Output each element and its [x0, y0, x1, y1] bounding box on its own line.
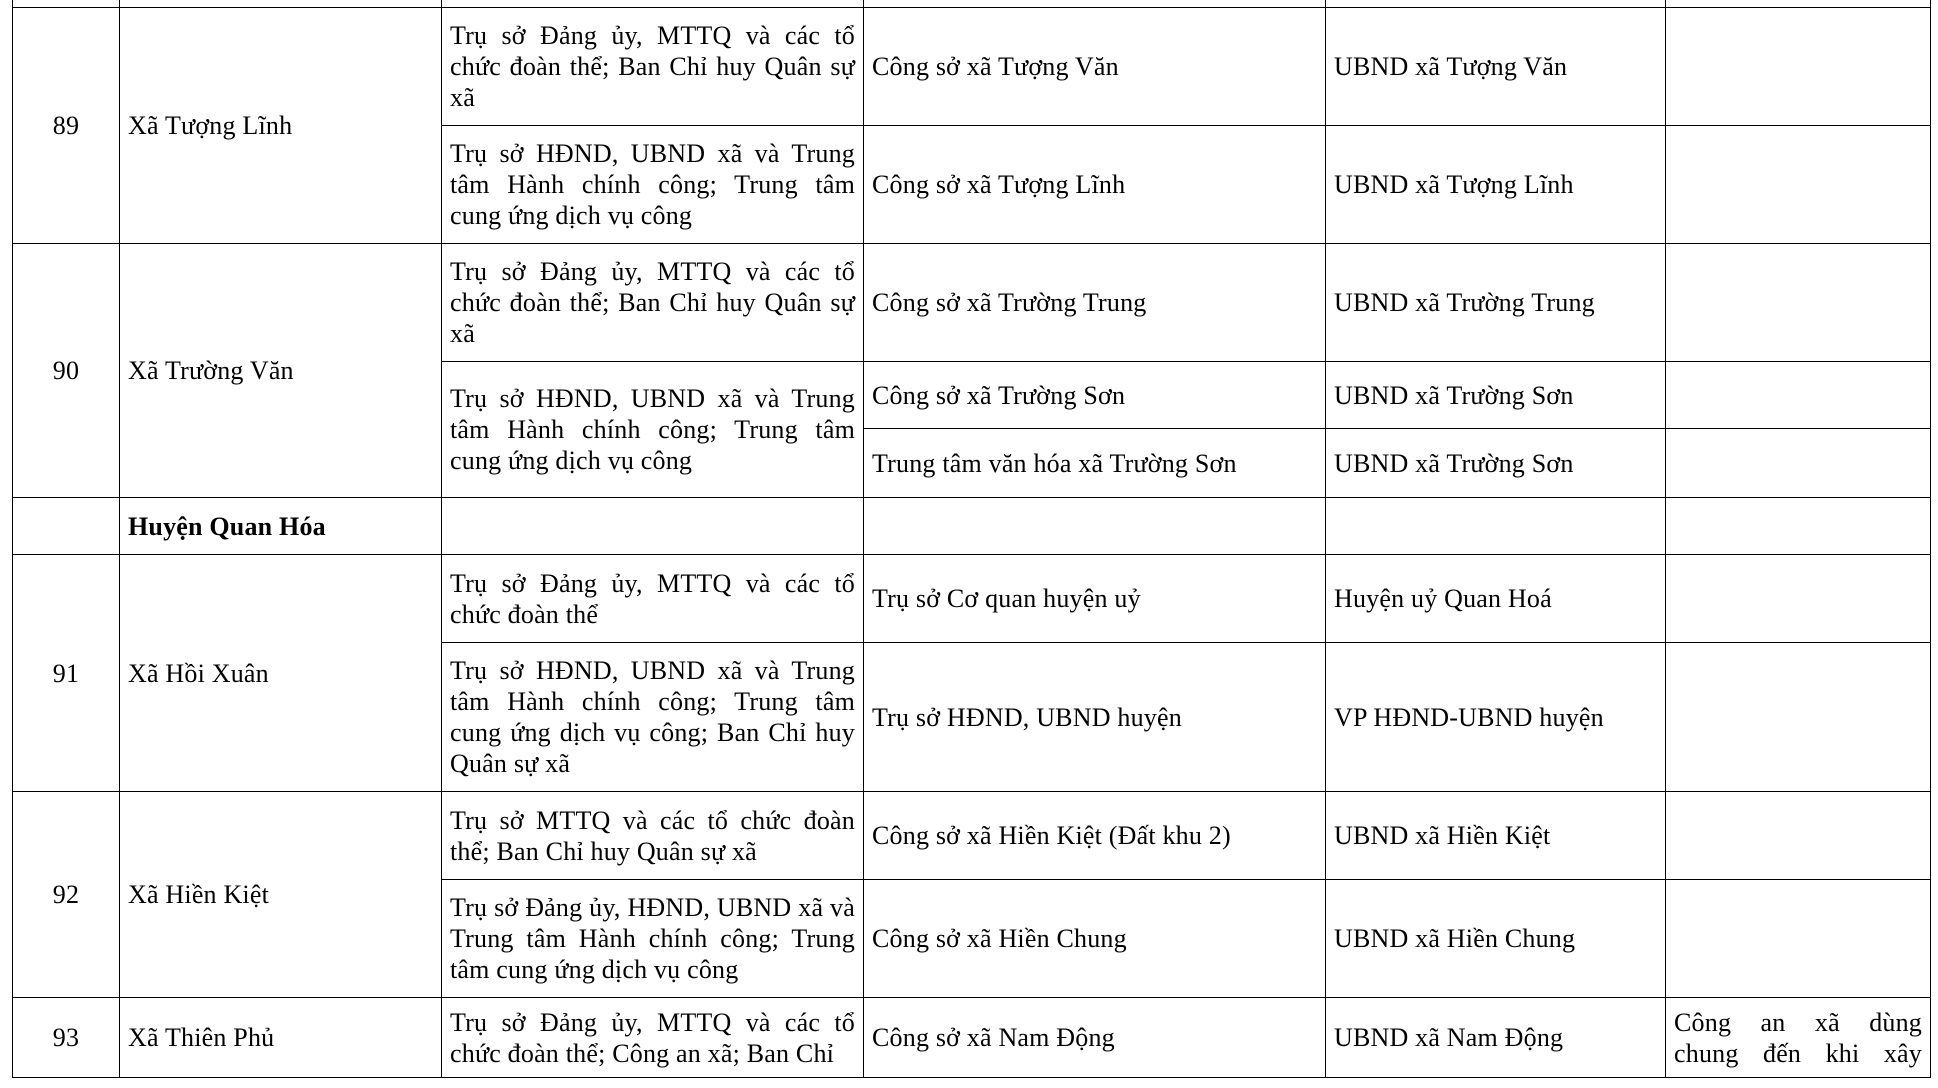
facility-table: [12, 0, 1931, 1078]
purpose-cell: Trụ sở Đảng ủy, MTTQ và các tổ chức đoàn thể; Ban Chỉ huy Quân sự xã: [442, 8, 864, 126]
table-cell: [1326, 0, 1666, 8]
row-number: 93: [13, 998, 120, 1078]
unit-cell: UBND xã Hiền Chung: [1326, 880, 1666, 998]
unit-cell: UBND xã Trường Sơn: [1326, 429, 1666, 498]
note-cell: [1666, 429, 1931, 498]
ward-name: Xã Hiền Kiệt: [120, 792, 442, 998]
unit-cell: UBND xã Tượng Lĩnh: [1326, 126, 1666, 244]
unit-cell: UBND xã Nam Động: [1326, 998, 1666, 1078]
ward-name: Xã Hồi Xuân: [120, 555, 442, 792]
unit-cell: UBND xã Hiền Kiệt: [1326, 792, 1666, 880]
ward-name: Xã Trường Văn: [120, 244, 442, 498]
table-cell: [1666, 0, 1931, 8]
table-row: [13, 244, 1931, 362]
facility-cell: Công sở xã Trường Sơn: [864, 362, 1326, 429]
table-row: [13, 998, 1931, 1078]
table-row: [13, 792, 1931, 880]
purpose-cell: Trụ sở HĐND, UBND xã và Trung tâm Hành chính công; Trung tâm cung ứng dịch vụ công: [442, 362, 864, 498]
table-row: [13, 0, 1931, 8]
row-number: 90: [13, 244, 120, 498]
purpose-cell: Trụ sở Đảng ủy, MTTQ và các tổ chức đoàn thể; Công an xã; Ban Chỉ: [442, 998, 864, 1078]
purpose-cell: Trụ sở Đảng ủy, MTTQ và các tổ chức đoàn thể: [442, 555, 864, 643]
table-cell: [120, 0, 442, 8]
note-cell: [1666, 362, 1931, 429]
facility-cell: Công sở xã Tượng Văn: [864, 8, 1326, 126]
facility-cell: Công sở xã Hiền Kiệt (Đất khu 2): [864, 792, 1326, 880]
facility-cell: Trụ sở HĐND, UBND huyện: [864, 643, 1326, 792]
unit-cell: Huyện uỷ Quan Hoá: [1326, 555, 1666, 643]
note-cell: [1666, 555, 1931, 643]
ward-name: Xã Tượng Lĩnh: [120, 8, 442, 244]
table-cell: [13, 0, 120, 8]
facility-cell: Trụ sở Cơ quan huyện uỷ: [864, 555, 1326, 643]
facility-cell: Công sở xã Tượng Lĩnh: [864, 126, 1326, 244]
purpose-cell: Trụ sở Đảng ủy, HĐND, UBND xã và Trung tâm Hành chính công; Trung tâm cung ứng dịch vụ công: [442, 880, 864, 998]
row-number: 92: [13, 792, 120, 998]
unit-cell: UBND xã Trường Trung: [1326, 244, 1666, 362]
note-cell: [1666, 8, 1931, 126]
purpose-cell: Trụ sở HĐND, UBND xã và Trung tâm Hành chính công; Trung tâm cung ứng dịch vụ công: [442, 126, 864, 244]
facility-cell: Công sở xã Nam Động: [864, 998, 1326, 1078]
table-cell: [864, 498, 1326, 555]
unit-cell: VP HĐND-UBND huyện: [1326, 643, 1666, 792]
facility-cell: Công sở xã Trường Trung: [864, 244, 1326, 362]
note-cell: [1666, 244, 1931, 362]
table-cell: [13, 498, 120, 555]
note-cell: Công an xã dùng chung đến khi xây: [1666, 998, 1931, 1078]
note-cell: [1666, 792, 1931, 880]
table-cell: [1666, 498, 1931, 555]
table-row: [13, 555, 1931, 643]
purpose-cell: Trụ sở HĐND, UBND xã và Trung tâm Hành chính công; Trung tâm cung ứng dịch vụ công; Ban Chỉ huy Quân sự xã: [442, 643, 864, 792]
unit-cell: UBND xã Trường Sơn: [1326, 362, 1666, 429]
purpose-cell: Trụ sở Đảng ủy, MTTQ và các tổ chức đoàn thể; Ban Chỉ huy Quân sự xã: [442, 244, 864, 362]
unit-cell: UBND xã Tượng Văn: [1326, 8, 1666, 126]
row-number: 91: [13, 555, 120, 792]
table-cell: [442, 498, 864, 555]
table-cell: [1326, 498, 1666, 555]
table-cell: [442, 0, 864, 8]
table-row: [13, 498, 1931, 555]
note-cell: [1666, 880, 1931, 998]
note-cell: [1666, 126, 1931, 244]
district-heading: Huyện Quan Hóa: [120, 498, 442, 555]
table-row: [13, 8, 1931, 126]
ward-name: Xã Thiên Phủ: [120, 998, 442, 1078]
facility-cell: Công sở xã Hiền Chung: [864, 880, 1326, 998]
row-number: 89: [13, 8, 120, 244]
purpose-cell: Trụ sở MTTQ và các tổ chức đoàn thể; Ban Chỉ huy Quân sự xã: [442, 792, 864, 880]
facility-cell: Trung tâm văn hóa xã Trường Sơn: [864, 429, 1326, 498]
table-cell: [864, 0, 1326, 8]
note-cell: [1666, 643, 1931, 792]
